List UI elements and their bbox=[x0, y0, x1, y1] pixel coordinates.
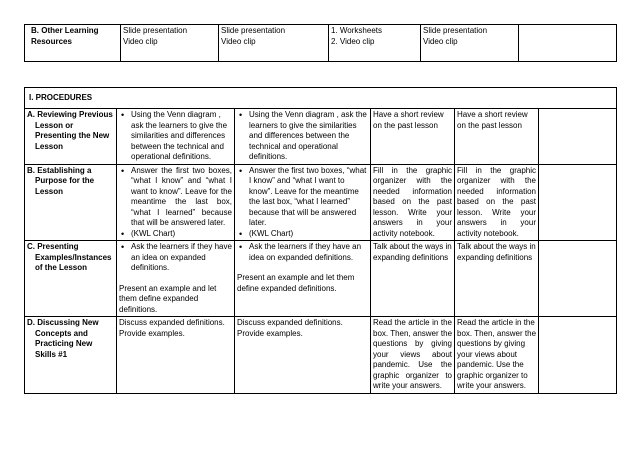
other-resources-row bbox=[25, 25, 617, 62]
row-a-col5 bbox=[539, 109, 617, 165]
procedure-row-c bbox=[25, 241, 617, 317]
row-b-col3: Fill in the graphic organizer with the needed information based on the past lesson. Write your answers in your activity notebook. bbox=[371, 164, 455, 241]
row-d-label: D. Discussing New Concepts and Practicing New Skills #1 bbox=[25, 317, 117, 394]
list-item: • Ask the learners if they have an idea on expanded definitions. bbox=[131, 242, 232, 274]
row-d-col5 bbox=[539, 317, 617, 394]
row-d-col3: Read the article in the box. Then, answer the questions by giving your views about pandemic. Use the graphic organizer to write your answers. bbox=[371, 317, 455, 394]
list-item: • (KWL Chart) bbox=[131, 229, 232, 240]
procedures-heading: I. PROCEDURES bbox=[25, 88, 617, 109]
list-item: • (KWL Chart) bbox=[249, 229, 368, 240]
resource-cell: Slide presentation Video clip bbox=[219, 25, 329, 62]
row-c-col3: Talk about the ways in expanding definitions bbox=[371, 241, 455, 317]
other-resources-table bbox=[24, 24, 617, 62]
row-c-col4: Talk about the ways in expanding definitions bbox=[455, 241, 539, 317]
resource-cell: Slide presentation Video clip bbox=[121, 25, 219, 62]
row-b-label: B. Establishing a Purpose for the Lesson bbox=[25, 164, 117, 241]
row-d-col1: Discuss expanded definitions. Provide examples. bbox=[117, 317, 235, 394]
row-c-col1-extra: Present an example and let them define expanded definitions. bbox=[119, 283, 217, 314]
resource-cell: 1. Worksheets 2. Video clip bbox=[329, 25, 421, 62]
other-resources-label: B. Other Learning Resources bbox=[25, 25, 121, 62]
row-c-col1 bbox=[117, 241, 235, 317]
list-item: • Using the Venn diagram , ask the learners to give the similarities and differences between the technical and operational definitions. bbox=[131, 110, 232, 163]
procedures-heading-row bbox=[25, 88, 617, 109]
resource-cell bbox=[519, 25, 617, 62]
row-c-label: C. Presenting Examples/Instances of the Lesson bbox=[25, 241, 117, 317]
row-b-col4: Fill in the graphic organizer with the needed information based on the past lesson. Write your answers in your activity notebook. bbox=[455, 164, 539, 241]
procedures-table bbox=[24, 87, 617, 394]
row-a-label: A. Reviewing Previous Lesson or Presenting the New Lesson bbox=[25, 109, 117, 165]
row-d-col4: Read the article in the box. Then, answer the questions by giving your views about pandemic. Use the graphic organizer to write your answers. bbox=[455, 317, 539, 394]
resource-cell: Slide presentation Video clip bbox=[421, 25, 519, 62]
row-b-col1 bbox=[117, 164, 235, 241]
list-item: • Ask the learners if they have an idea on expanded definitions. bbox=[249, 242, 368, 263]
list-item: • Answer the first two boxes, “what I know” and “what I want to know”. Leave for the meantime the last box, “what I learned” because that will be answered later. bbox=[249, 166, 368, 229]
row-d-col2: Discuss expanded definitions. Provide examples. bbox=[235, 317, 371, 394]
row-a-col3: Have a short review on the past lesson bbox=[371, 109, 455, 165]
list-item: • Answer the first two boxes, “what I know” and “what I want to know”. Leave for the meantime the last box, “what I learned” because that will be answered later. bbox=[131, 166, 232, 229]
procedure-row-d bbox=[25, 317, 617, 394]
row-a-col4: Have a short review on the past lesson bbox=[455, 109, 539, 165]
row-a-col1 bbox=[117, 109, 235, 165]
row-c-col5 bbox=[539, 241, 617, 317]
row-c-col2 bbox=[235, 241, 371, 317]
row-b-col2 bbox=[235, 164, 371, 241]
procedure-row-a bbox=[25, 109, 617, 165]
row-a-col2 bbox=[235, 109, 371, 165]
row-b-col5 bbox=[539, 164, 617, 241]
list-item: • Using the Venn diagram , ask the learners to give the similarities and differences between the technical and operational definitions. bbox=[249, 110, 368, 163]
row-c-col2-extra: Present an example and let them define expanded definitions. bbox=[237, 273, 355, 293]
procedure-row-b bbox=[25, 164, 617, 241]
